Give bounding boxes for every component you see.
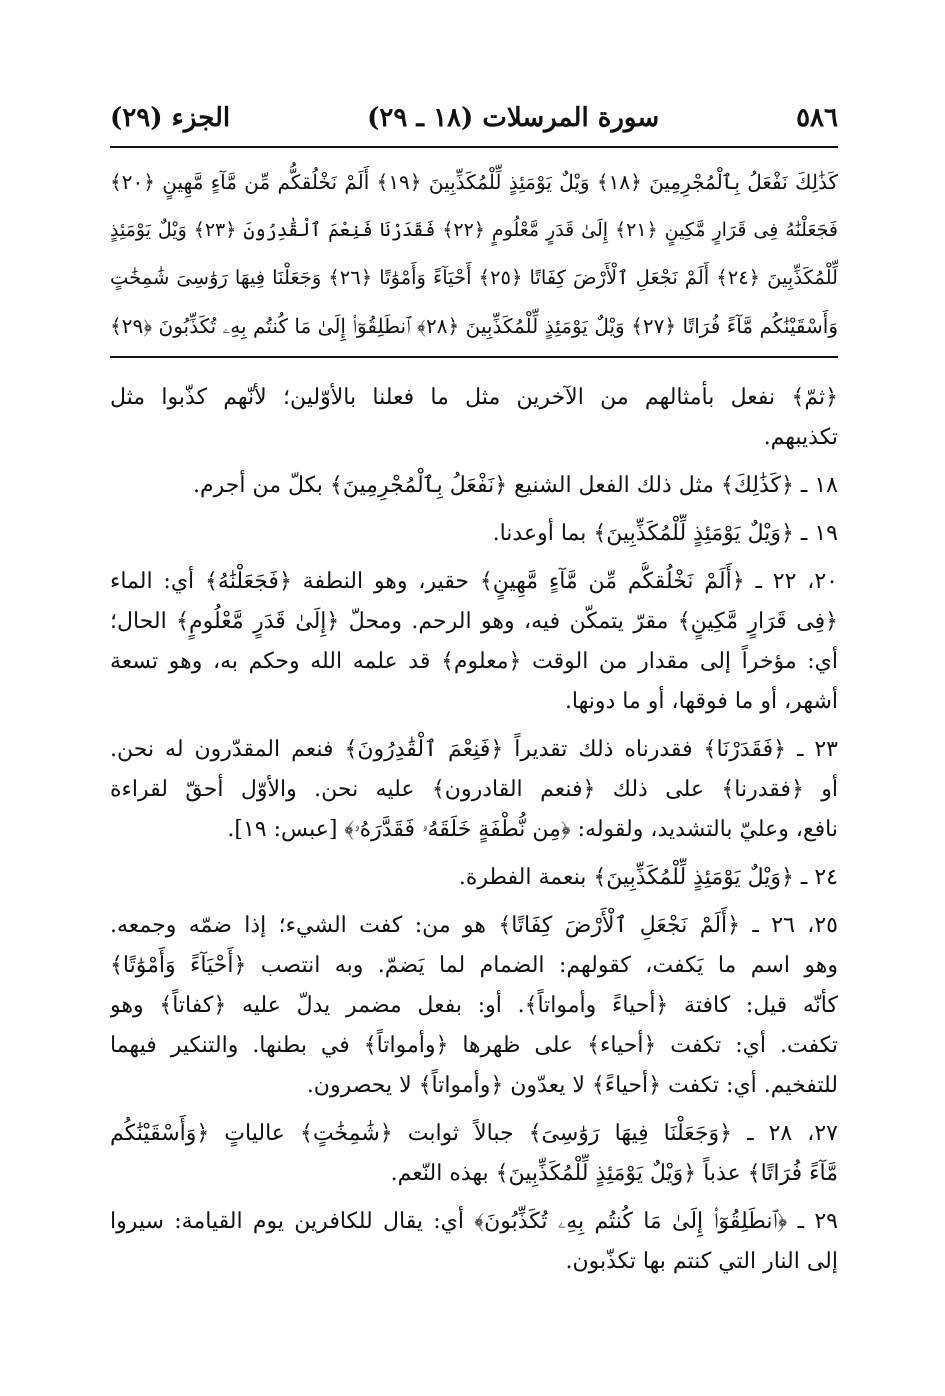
tafsir-line: أشهر، أو ما فوقها، أو ما دونها. [564, 689, 838, 714]
quran-divider [110, 356, 838, 358]
header-divider [110, 146, 838, 148]
tafsir-paragraph [110, 466, 838, 506]
tafsir-body [110, 378, 838, 1290]
tafsir-paragraph [110, 514, 838, 554]
quran-line: لِّلْمُكَذِّبِينَ ﴿٢٤﴾ أَلَمْ نَجْعَلِ ٱلْأَرْضَ كِفَاتًا ﴿٢٥﴾ أَحْيَآءً وَأَمْوَٰتًا ﴿٢٦﴾ وَجَعَلْنَا فِيهَا رَوَٰسِىَ شَٰمِخَٰتٍ [110, 266, 838, 289]
tafsir-line: ٢٩ ـ ﴿ٱنطَلِقُوٓا۟ إِلَىٰ مَا كُنتُم بِهِۦ تُكَذِّبُونَ﴾ أي: يقال للكافرين يوم القيامة: سيروا [110, 1209, 838, 1234]
surah-title: سورة المرسلات (١٨ ـ ٢٩) [367, 103, 660, 133]
tafsir-line: ﴿ثمّ﴾ نفعل بأمثالهم من الآخرين مثل ما فعلنا بالأوّلين؛ لأنّهم كذّبوا مثل [110, 385, 838, 410]
tafsir-paragraph [110, 1202, 838, 1282]
quran-line: فَجَعَلْنَٰهُ فِى قَرَارٍ مَّكِينٍ ﴿٢١﴾ إِلَىٰ قَدَرٍ مَّعْلُومٍ ﴿٢٢﴾ فَقَدَرْنَا فَنِعْمَ ٱلْقَٰدِرُونَ ﴿٢٣﴾ وَيْلٌ يَوْمَئِذٍ [110, 219, 838, 241]
page-header [110, 96, 838, 140]
quran-line: كَذَٰلِكَ نَفْعَلُ بِٱلْمُجْرِمِينَ ﴿١٨﴾ وَيْلٌ يَوْمَئِذٍ لِّلْمُكَذِّبِينَ ﴿١٩﴾ أَلَمْ نَخْلُقكُّم مِّن مَّآءٍ مَّهِينٍ ﴿٢٠﴾ [110, 170, 838, 194]
tafsir-paragraph [110, 858, 838, 898]
tafsir-line: ٢٧، ٢٨ ـ ﴿وَجَعَلْنَا فِيهَا رَوَٰسِىَ﴾ جبالاً ثوابت ﴿شَٰمِخَٰتٍ﴾ عالياتٍ ﴿وَأَسْقَيْنَٰكُم [110, 1121, 838, 1146]
quran-line: وَأَسْقَيْنَٰكُم مَّآءً فُرَاتًا ﴿٢٧﴾ وَيْلٌ يَوْمَئِذٍ لِّلْمُكَذِّبِينَ ﴿٢٨﴾ ٱنطَلِقُوٓا۟ إِلَىٰ مَا كُنتُم بِهِۦ تُكَذِّبُونَ ﴿٢٩﴾ [110, 314, 838, 338]
quran-text-block [110, 158, 838, 350]
tafsir-line: أو ﴿فقدرنا﴾ على ذلك ﴿فنعم القادرون﴾ عليه نحن. والأوّل أحقّ لقراءة [110, 777, 838, 802]
tafsir-line: ﴿فِى قَرَارٍ مَّكِينٍ﴾ مقرّ يتمكّن فيه، وهو الرحم. ومحلّ ﴿إِلَىٰ قَدَرٍ مَّعْلُومٍ﴾ الحال؛ [110, 609, 838, 634]
tafsir-line: تكفت. أي: تكفت ﴿أحياء﴾ على ظهرها ﴿وأمواتاً﴾ في بطنها. والتنكير فيهما [110, 1033, 838, 1058]
tafsir-paragraph [110, 730, 838, 850]
tafsir-line: إلى النار التي كنتم بها تكذّبون. [565, 1249, 838, 1274]
tafsir-paragraph [110, 906, 838, 1106]
tafsir-paragraph [110, 562, 838, 722]
tafsir-line: مَّآءً فُرَاتًا﴾ عذباً ﴿وَيْلٌ يَوْمَئِذٍ لِّلْمُكَذِّبِينَ﴾ بهذه النّعم. [390, 1161, 838, 1186]
tafsir-line: ١٨ ـ ﴿كَذَٰلِكَ﴾ مثل ذلك الفعل الشنيع ﴿نَفْعَلُ بِٱلْمُجْرِمِينَ﴾ بكلّ من أجرم. [192, 473, 838, 498]
tafsir-line: أي: مؤخراً إلى مقدار من الوقت ﴿معلوم﴾ قد علمه الله وحكم به، وهو تسعة [110, 649, 838, 674]
tafsir-line: ٢٠، ٢٢ ـ ﴿أَلَمْ نَخْلُقكُّم مِّن مَّآءٍ مَّهِينٍ﴾ حقير، وهو النطفة ﴿فَجَعَلْنَٰهُ﴾ أي: الماء [110, 569, 838, 594]
tafsir-line: ٢٥، ٢٦ ـ ﴿أَلَمْ نَجْعَلِ ٱلْأَرْضَ كِفَاتًا﴾ هو من: كفت الشيء؛ إذا ضمّه وجمعه. [110, 913, 838, 938]
tafsir-line: نافع، وعليّ بالتشديد، ولقوله: ﴿مِن نُّطْفَةٍ خَلَقَهُۥ فَقَدَّرَهُۥ﴾ [عبس: ١٩]. [227, 817, 838, 842]
tafsir-line: ٢٣ ـ ﴿فَقَدَرْنَا﴾ فقدرناه ذلك تقديراً ﴿فَنِعْمَ ٱلْقَٰدِرُونَ﴾ فنعم المقدّرون له نحن. [110, 737, 838, 762]
tafsir-paragraph [110, 1114, 838, 1194]
tafsir-line: كأنّه قيل: كافتة ﴿أحياءً وأمواتاً﴾. أو: بفعل مضمر يدلّ عليه ﴿كفاتاً﴾ وهو [110, 993, 838, 1018]
juz-label: الجزء (٢٩) [110, 103, 231, 133]
tafsir-paragraph [110, 378, 838, 458]
tafsir-line: ٢٤ ـ ﴿وَيْلٌ يَوْمَئِذٍ لِّلْمُكَذِّبِينَ﴾ بنعمة الفطرة. [458, 865, 838, 890]
tafsir-line: وهو اسم ما يَكفت، كقولهم: الضمام لما يَضمّ. وبه انتصب ﴿أَحْيَآءً وَأَمْوَٰتًا﴾ [110, 953, 838, 978]
tafsir-line: تكذيبهم. [763, 425, 838, 450]
tafsir-line: للتفخيم. أي: تكفت ﴿أحياءً﴾ لا يعدّون ﴿وأمواتاً﴾ لا يحصرون. [306, 1073, 838, 1098]
page-number: ٥٨٦ [796, 103, 838, 133]
tafsir-line: ١٩ ـ ﴿وَيْلٌ يَوْمَئِذٍ لِّلْمُكَذِّبِينَ﴾ بما أوعدنا. [492, 521, 838, 546]
